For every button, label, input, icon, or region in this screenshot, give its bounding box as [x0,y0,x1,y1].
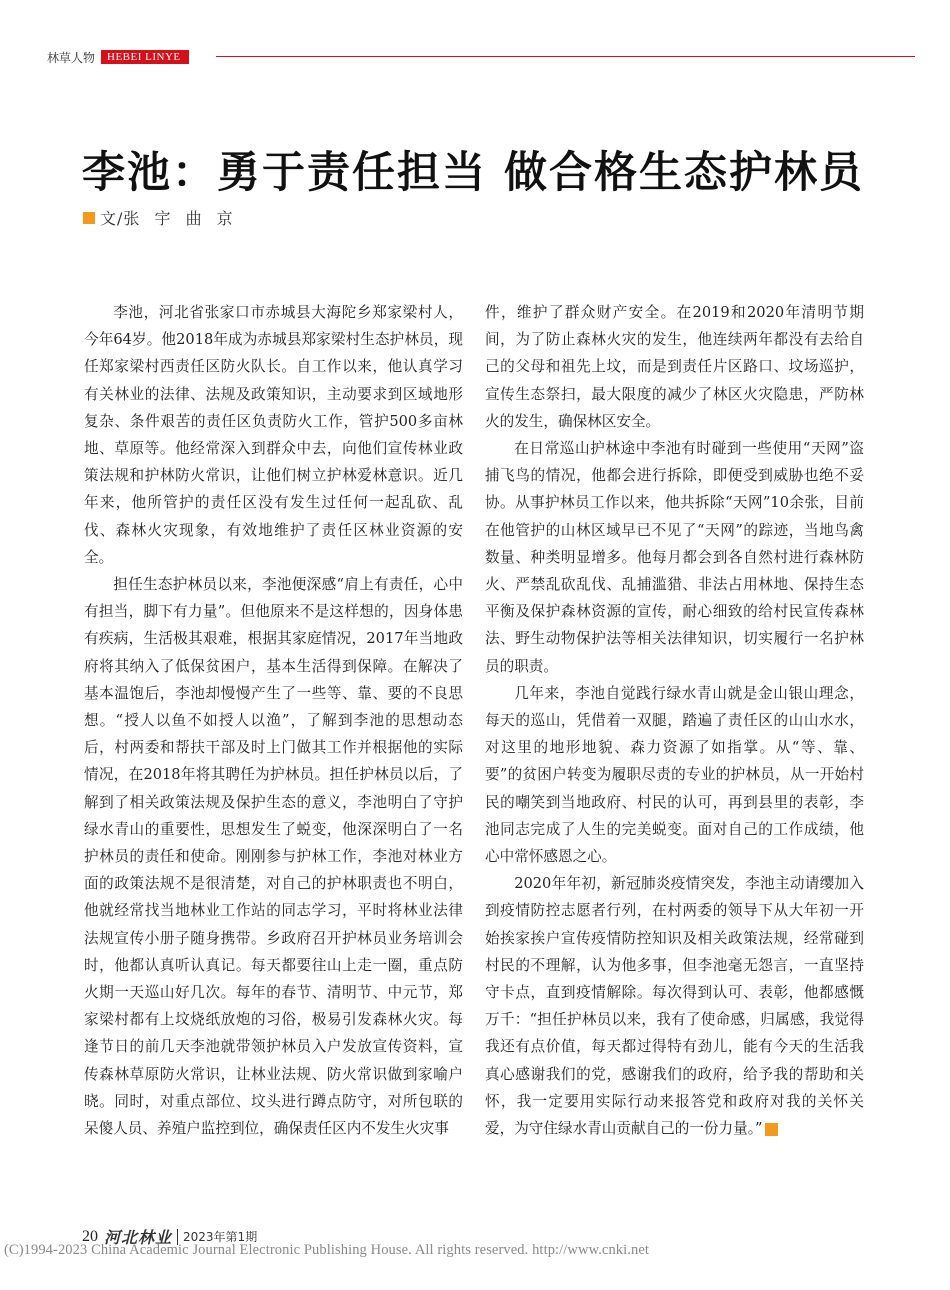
byline-square-icon [83,212,95,224]
issue-label: 2023年第1期 [183,1230,258,1244]
byline [83,206,234,229]
paragraph: 件，维护了群众财产安全。在2019和2020年清明节期间，为了防止森林火灾的发生，他连续两年都没有去给自己的父母和祖先上坟，而是到责任片区路口、坟场巡护，宣传生态祭扫，最大限度的减少了林区火灾隐患，严防林火的发生，确保林区安全。 [485,304,864,430]
journal-tag: HEBEI LINYE [101,50,189,64]
running-header [47,48,189,66]
paragraph-text: 2020年年初，新冠肺炎疫情突发，李池主动请缨加入到疫情防控志愿者行列，在村两委的领导下从大年初一开始挨家挨户宣传疫情防控知识及相关政策法规，经常碰到村民的不理解，认为他多事，但李池毫无怨言，一直坚持守卡点，直到疫情解除。每次得到认可、表彰，他都感慨万千：“担任护林员以来，我有了使命感，归属感，我觉得我还有点价值，每天都过得特有劲儿，能有今天的生活我真心感谢我们的党，感谢我们的政府，给予我的帮助和关怀，我一定要用实际行动来报答党和政府对我的关怀关爱，为守住绿水青山贡献自己的一份力量。” [485,875,864,1138]
journal-name: 河北林业 [104,1228,173,1247]
byline-text: 文/张 宇 曲 京 [100,209,234,228]
right-column [485,299,864,1142]
page-number: 20 [82,1227,98,1245]
copyright-watermark: (C)1994-2023 China Academic Journal Electronic Publishing House. All rights reserved. http://www.cnki.net [4,1242,650,1258]
paragraph-last [485,870,864,1142]
paragraph: 在日常巡山护林途中李池有时碰到一些使用“天网”盗捕飞鸟的情况，他都会进行拆除，即便受到威胁也绝不妥协。从事护林员工作以来，他共拆除“天网”10余张，目前在他管护的山林区域早已不见了“天网”的踪迹，当地鸟禽数量、种类明显增多。他每月都会到各自然村进行森林防火、严禁乱砍乱伐、乱捕滥猎、非法占用林地、保持生态平衡及保护森林资源的宣传，耐心细致的给村民宣传森林法、野生动物保护法等相关法律知识，切实履行一名护林员的职责。 [485,440,864,675]
paragraph: 李池，河北省张家口市赤城县大海陀乡郑家梁村人，今年64岁。他2018年成为赤城县郑家梁村生态护林员，现任郑家梁村西责任区防火队长。自工作以来，他认真学习有关林业的法律、法规及政策知识，主动要求到区域地形复杂、条件艰苦的责任区负责防火工作，管护500多亩林地、草原等。他经常深入到群众中去，向他们宣传林业政策法规和护林防火常识，让他们树立护林爱林意识。近几年来，他所管护的责任区没有发生过任何一起乱砍、乱伐、森林火灾现象，有效地维护了责任区林业资源的安全。 [84,304,463,566]
end-mark-icon: ▲ [765,1123,778,1136]
section-label: 林草人物 [47,50,96,65]
paragraph: 几年来，李池自觉践行绿水青山就是金山银山理念，每天的巡山，凭借着一双腿，踏遍了责任区的山山水水，对这里的地形地貌、森力资源了如指掌。从“等、靠、要”的贫困户转变为履职尽责的专业的护林员，从一开始村民的嘲笑到当地政府、村民的认可，再到县里的表彰，李池同志完成了人生的完美蜕变。面对自己的工作成绩，他心中常怀感恩之心。 [485,684,864,866]
article-title: 李池：勇于责任担当 做合格生态护林员 [82,148,864,198]
paragraph: 担任生态护林员以来，李池便深感“肩上有责任，心中有担当，脚下有力量”。但他原来不是这样想的，因身体患有疾病，生活极其艰难，根据其家庭情况，2017年当地政府将其纳入了低保贫困户，基本生活得到保障。在解决了基本温饱后，李池却慢慢产生了一些等、靠、要的不良思想。“授人以鱼不如授人以渔”，了解到李池的思想动态后，村两委和帮扶干部及时上门做其工作并根据他的实际情况，在2018年将其聘任为护林员。担任护林员以后，了解到了相关政策法规及保护生态的意义，李池明白了守护绿水青山的重要性，思想发生了蜕变，他深深明白了一名护林员的责任和使命。刚刚参与护林工作，李池对林业方面的政策法规不是很清楚，对自己的护林职责也不明白，他就经常找当地林业工作站的同志学习，平时将林业法律法规宣传小册子随身携带。乡政府召开护林员业务培训会时，他都认真听认真记。每天都要往山上走一圈，重点防火期一天巡山好几次。每年的春节、清明节、中元节，郑家梁村都有上坟烧纸放炮的习俗，极易引发森林火灾。每逢节日的前几天李池就带领护林员入户发放宣传资料，宣传森林草原防火常识，让林业法规、防火常识做到家喻户晓。同时，对重点部位、坟头进行蹲点防守，对所包联的呆傻人员、养殖户监控到位，确保责任区内不发生火灾事 [84,576,463,1138]
left-column [84,299,463,1142]
header-rule [216,56,915,57]
